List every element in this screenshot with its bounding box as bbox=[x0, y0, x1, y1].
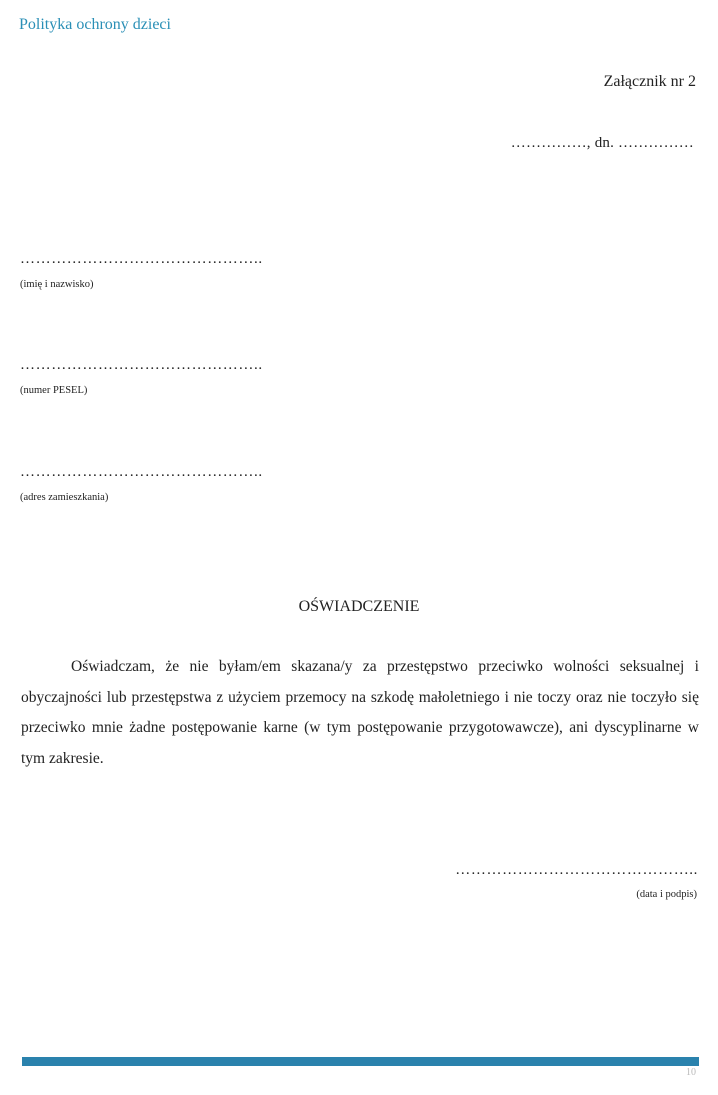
page-header-title: Polityka ochrony dzieci bbox=[19, 16, 171, 33]
address-fill-line: ……………………………………….. bbox=[20, 464, 263, 480]
declaration-body: Oświadczam, że nie byłam/em skazana/y za przestępstwo przeciwko wolności seksualnej i obyczajności lub przestępstwa z użyciem przemocy na szkodę małoletniego i nie toczy oraz nie toczyło się przeciwko mnie żadne postępowanie karne (w tym postępowanie przygotowawcze), ani dyscyplinarne w tym zakresie. bbox=[21, 658, 699, 767]
footer-bar bbox=[22, 1057, 699, 1066]
page-number: 10 bbox=[686, 1067, 696, 1078]
pesel-caption: (numer PESEL) bbox=[20, 385, 88, 396]
name-caption: (imię i nazwisko) bbox=[20, 279, 94, 290]
name-fill-line: ……………………………………….. bbox=[20, 251, 263, 267]
pesel-fill-line: ……………………………………….. bbox=[20, 357, 263, 373]
annex-label: Załącznik nr 2 bbox=[603, 73, 696, 90]
place-date-line: ……………, dn. …………… bbox=[510, 135, 694, 151]
address-caption: (adres zamieszkania) bbox=[20, 492, 109, 503]
signature-fill-line: ……………………………………….. bbox=[455, 862, 698, 878]
declaration-title: OŚWIADCZENIE bbox=[298, 598, 420, 615]
signature-caption: (data i podpis) bbox=[636, 889, 697, 900]
